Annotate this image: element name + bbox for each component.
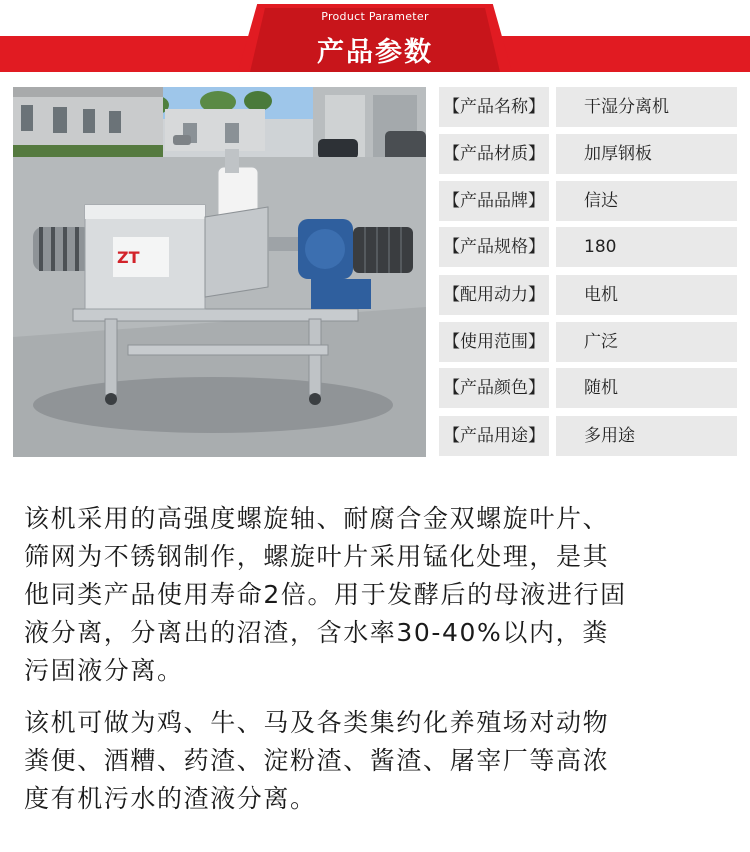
param-key: 【产品规格】 <box>439 227 549 267</box>
param-value: 多用途 <box>556 416 737 456</box>
header-banner <box>0 0 750 80</box>
param-row <box>439 227 737 267</box>
param-row <box>439 275 737 315</box>
param-key: 【产品颜色】 <box>439 368 549 408</box>
description-line: 该机采用的高强度螺旋轴、耐腐合金双螺旋叶片、 <box>24 504 610 533</box>
description-line: 他同类产品使用寿命2倍。用于发酵后的母液进行固 <box>24 580 627 609</box>
param-key: 【产品用途】 <box>439 416 549 456</box>
description-paragraph-2 <box>24 704 724 818</box>
param-value: 电机 <box>556 275 737 315</box>
description-line: 污固液分离。 <box>24 656 184 685</box>
param-row <box>439 322 737 362</box>
description-paragraph-1 <box>24 500 724 690</box>
param-key: 【产品品牌】 <box>439 181 549 221</box>
description-line: 度有机污水的渣液分离。 <box>24 784 317 813</box>
param-value: 随机 <box>556 368 737 408</box>
product-logo: ZT <box>117 248 140 267</box>
param-key: 【产品名称】 <box>439 87 549 127</box>
param-key: 【配用动力】 <box>439 275 549 315</box>
description-line: 液分离，分离出的沼渣，含水率30-40%以内，粪 <box>24 618 609 647</box>
param-row <box>439 87 737 127</box>
description-line: 筛网为不锈钢制作，螺旋叶片采用锰化处理，是其 <box>24 542 610 571</box>
param-value: 加厚钢板 <box>556 134 737 174</box>
product-illustration <box>13 87 426 457</box>
param-value: 干湿分离机 <box>556 87 737 127</box>
description-line: 粪便、酒糟、药渣、淀粉渣、酱渣、屠宰厂等高浓 <box>24 746 610 775</box>
param-row <box>439 134 737 174</box>
param-value: 信达 <box>556 181 737 221</box>
banner-subtitle: Product Parameter <box>321 10 429 23</box>
product-photo <box>13 87 426 457</box>
description-line: 该机可做为鸡、牛、马及各类集约化养殖场对动物 <box>24 708 610 737</box>
param-value: 180 <box>556 227 737 267</box>
param-key: 【使用范围】 <box>439 322 549 362</box>
param-value: 广泛 <box>556 322 737 362</box>
param-row <box>439 368 737 408</box>
param-key: 【产品材质】 <box>439 134 549 174</box>
param-row <box>439 416 737 456</box>
param-row <box>439 181 737 221</box>
banner-title: 产品参数 <box>317 37 433 68</box>
